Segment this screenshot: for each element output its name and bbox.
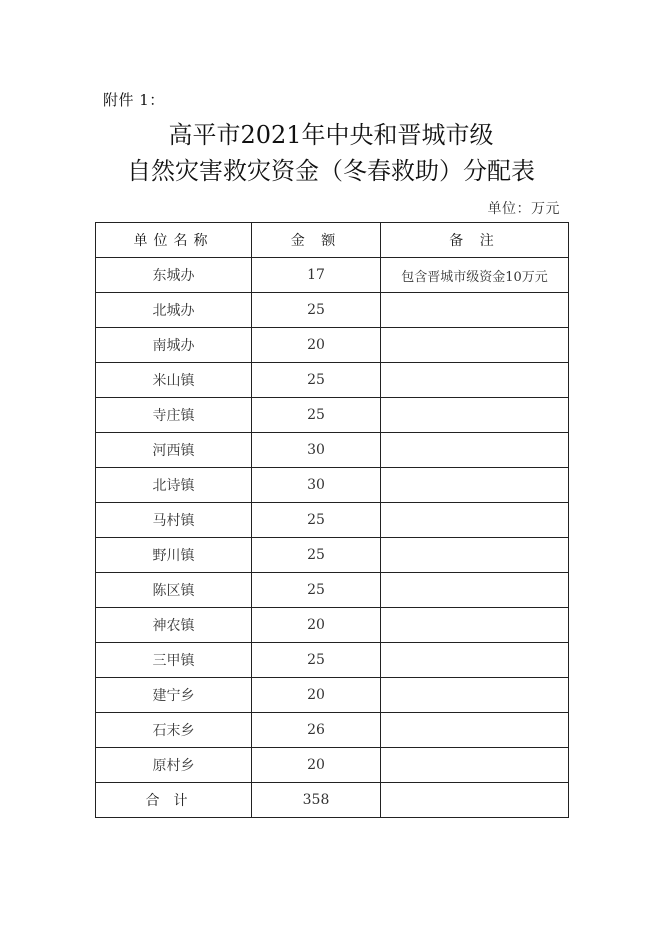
- allocation-table: [95, 222, 569, 818]
- remark-cell: [381, 748, 569, 783]
- table-row: [96, 643, 569, 678]
- table-row: [96, 293, 569, 328]
- document-title-line-1: 高平市2021年中央和晋城市级: [168, 121, 494, 149]
- amount-cell: 25: [252, 643, 381, 678]
- unit-name-cell: 陈区镇: [96, 573, 252, 608]
- amount-cell: 30: [252, 468, 381, 503]
- unit-name-cell: 东城办: [96, 258, 252, 293]
- table-row: [96, 433, 569, 468]
- unit-name-cell: 北城办: [96, 293, 252, 328]
- unit-name-cell: 野川镇: [96, 538, 252, 573]
- amount-cell: 17: [252, 258, 381, 293]
- unit-name-cell: 原村乡: [96, 748, 252, 783]
- amount-cell: 26: [252, 713, 381, 748]
- total-row: [96, 783, 569, 818]
- amount-cell: 20: [252, 678, 381, 713]
- amount-cell: 25: [252, 503, 381, 538]
- amount-cell: 25: [252, 573, 381, 608]
- remark-cell: [381, 573, 569, 608]
- remark-cell: [381, 328, 569, 363]
- total-label: 合计: [96, 783, 252, 818]
- amount-cell: 20: [252, 748, 381, 783]
- total-remark: [381, 783, 569, 818]
- amount-cell: 20: [252, 608, 381, 643]
- amount-cell: 20: [252, 328, 381, 363]
- remark-cell: [381, 608, 569, 643]
- amount-cell: 25: [252, 293, 381, 328]
- amount-cell: 25: [252, 398, 381, 433]
- remark-cell: [381, 503, 569, 538]
- unit-name-cell: 建宁乡: [96, 678, 252, 713]
- table-row: [96, 748, 569, 783]
- table-row: [96, 573, 569, 608]
- total-amount: 358: [252, 783, 381, 818]
- remark-cell: [381, 433, 569, 468]
- remark-cell: 包含晋城市级资金10万元: [381, 258, 569, 293]
- remark-cell: [381, 398, 569, 433]
- header-unit-name: 单位名称: [96, 223, 252, 258]
- table-row: [96, 468, 569, 503]
- amount-cell: 25: [252, 363, 381, 398]
- table-row: [96, 258, 569, 293]
- table-row: [96, 538, 569, 573]
- unit-name-cell: 神农镇: [96, 608, 252, 643]
- table-body: [96, 258, 569, 818]
- table-row: [96, 608, 569, 643]
- unit-note: 单位：万元: [487, 201, 560, 217]
- table-row: [96, 678, 569, 713]
- table-row: [96, 503, 569, 538]
- remark-cell: [381, 643, 569, 678]
- remark-cell: [381, 678, 569, 713]
- unit-name-cell: 河西镇: [96, 433, 252, 468]
- unit-name-cell: 北诗镇: [96, 468, 252, 503]
- document-title-line-2: 自然灾害救灾资金（冬春救助）分配表: [127, 157, 535, 185]
- remark-cell: [381, 293, 569, 328]
- table-header-row: [96, 223, 569, 258]
- unit-name-cell: 石末乡: [96, 713, 252, 748]
- unit-name-cell: 三甲镇: [96, 643, 252, 678]
- amount-cell: 25: [252, 538, 381, 573]
- table-row: [96, 398, 569, 433]
- table-row: [96, 328, 569, 363]
- unit-name-cell: 寺庄镇: [96, 398, 252, 433]
- remark-cell: [381, 468, 569, 503]
- remark-cell: [381, 363, 569, 398]
- remark-cell: [381, 713, 569, 748]
- table-row: [96, 363, 569, 398]
- unit-name-cell: 马村镇: [96, 503, 252, 538]
- unit-name-cell: 南城办: [96, 328, 252, 363]
- table-row: [96, 713, 569, 748]
- attachment-label: 附件 1：: [103, 91, 165, 109]
- amount-cell: 30: [252, 433, 381, 468]
- header-amount: 金 额: [252, 223, 381, 258]
- remark-cell: [381, 538, 569, 573]
- unit-name-cell: 米山镇: [96, 363, 252, 398]
- header-remark: 备 注: [381, 223, 569, 258]
